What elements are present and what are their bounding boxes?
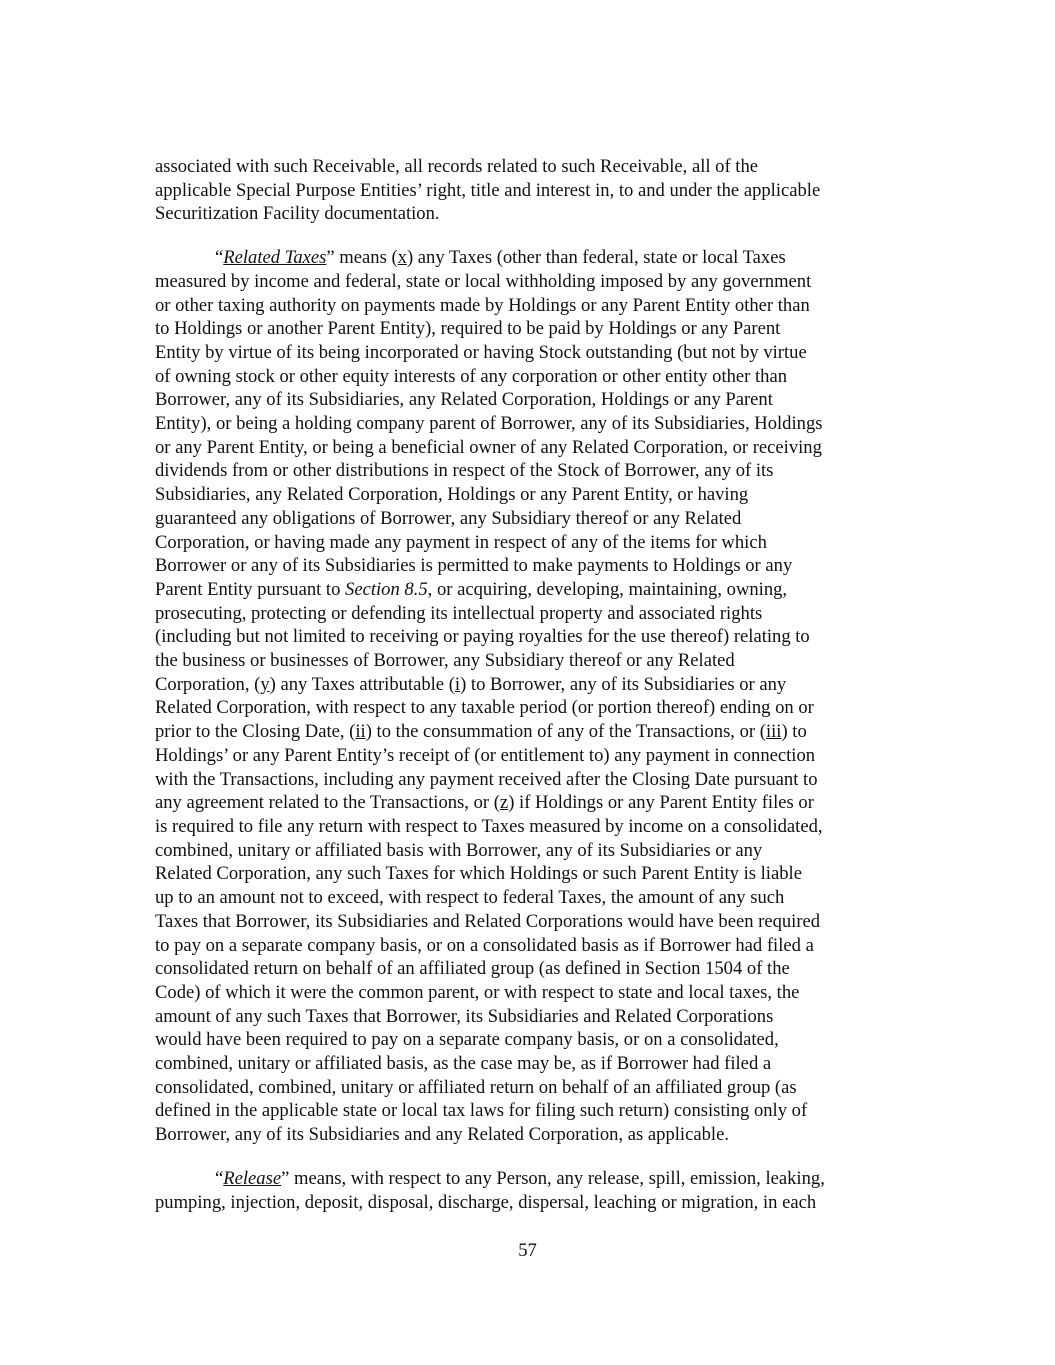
text-line: “Release” means, with respect to any Person, any release, spill, emission, leaking, — [215, 1167, 825, 1189]
definition-related-taxes — [155, 246, 903, 1147]
text-line: Taxes that Borrower, its Subsidiaries and Related Corporations would have been required — [155, 910, 821, 932]
text-line: prior to the Closing Date, (ii) to the consummation of any of the Transactions, or (iii) to — [155, 721, 807, 743]
text-line: with the Transactions, including any payment received after the Closing Date pursuant to — [155, 768, 818, 790]
text-line: defined in the applicable state or local tax laws for filing such return) consisting only of — [155, 1100, 808, 1122]
page-number: 57 — [518, 1240, 537, 1261]
text-line: applicable Special Purpose Entities’ right, title and interest in, to and under the applicable — [155, 179, 821, 201]
text-line: guaranteed any obligations of Borrower, any Subsidiary thereof or any Related — [155, 507, 742, 529]
text-line: Borrower, any of its Subsidiaries, any Related Corporation, Holdings or any Parent — [155, 389, 773, 411]
text-line: Entity by virtue of its being incorporated or having Stock outstanding (but not by virtue — [155, 341, 807, 363]
text-line: of owning stock or other equity interests of any corporation or other entity other than — [155, 365, 788, 387]
text-line: up to an amount not to exceed, with respect to federal Taxes, the amount of any such — [155, 887, 785, 909]
text-line: Holdings’ or any Parent Entity’s receipt of (or entitlement to) any payment in connection — [155, 744, 816, 766]
clause-marker: i — [454, 673, 461, 695]
text-line: Borrower or any of its Subsidiaries is permitted to make payments to Holdings or any — [155, 555, 793, 577]
text-line: would have been required to pay on a separate company basis, or on a consolidated, — [155, 1029, 779, 1051]
text-line: any agreement related to the Transactions, or (z) if Holdings or any Parent Entity files or — [155, 792, 814, 814]
text-line: Corporation, or having made any payment in respect of any of the items for which — [155, 531, 767, 553]
text-line: Related Corporation, any such Taxes for which Holdings or such Parent Entity is liable — [155, 863, 802, 885]
defined-term: Release — [223, 1167, 282, 1189]
text-line: consolidated return on behalf of an affiliated group (as defined in Section 1504 of the — [155, 958, 790, 980]
text-line: dividends from or other distributions in respect of the Stock of Borrower, any of its — [155, 460, 774, 482]
clause-marker: y — [260, 673, 270, 695]
defined-term: Related Taxes — [223, 247, 327, 269]
text-line: prosecuting, protecting or defending its intellectual property and associated rights — [155, 602, 763, 624]
text-line: “Related Taxes” means (x) any Taxes (other than federal, state or local Taxes — [215, 247, 786, 269]
document-body — [155, 155, 903, 1214]
text-line: consolidated, combined, unitary or affiliated return on behalf of an affiliated group (as — [155, 1076, 797, 1098]
text-line: Parent Entity pursuant to Section 8.5, or acquiring, developing, maintaining, owning, — [155, 578, 788, 600]
text-line: associated with such Receivable, all records related to such Receivable, all of the — [155, 156, 759, 177]
text-line: to Holdings or another Parent Entity), required to be paid by Holdings or any Parent — [155, 318, 781, 340]
section-reference: Section 8.5 — [345, 578, 428, 600]
text-line: Borrower, any of its Subsidiaries and any Related Corporation, as applicable. — [155, 1124, 729, 1146]
clause-marker: ii — [355, 721, 366, 743]
text-line: is required to file any return with respect to Taxes measured by income on a consolidated, — [155, 815, 823, 837]
text-line: Related Corporation, with respect to any taxable period (or portion thereof) ending on or — [155, 697, 814, 719]
text-line: (including but not limited to receiving or paying royalties for the use thereof) relating to — [155, 626, 810, 648]
text-line: combined, unitary or affiliated basis with Borrower, any of its Subsidiaries or any — [155, 839, 763, 861]
definition-release — [155, 1167, 903, 1214]
text-line: Entity), or being a holding company parent of Borrower, any of its Subsidiaries, Holdings — [155, 413, 823, 435]
text-line: amount of any such Taxes that Borrower, its Subsidiaries and Related Corporations — [155, 1005, 774, 1027]
text-line: pumping, injection, deposit, disposal, discharge, dispersal, leaching or migration, in each — [155, 1191, 817, 1213]
text-line: the business or businesses of Borrower, any Subsidiary thereof or any Related — [155, 650, 735, 672]
text-line: to pay on a separate company basis, or on a consolidated basis as if Borrower had filed a — [155, 934, 814, 956]
paragraph-continuation — [155, 155, 903, 226]
text-line: Corporation, (y) any Taxes attributable (i) to Borrower, any of its Subsidiaries or any — [155, 673, 787, 695]
clause-marker: z — [499, 792, 509, 814]
text-line: measured by income and federal, state or local withholding imposed by any government — [155, 270, 812, 292]
text-line: combined, unitary or affiliated basis, as the case may be, as if Borrower had filed a — [155, 1053, 772, 1075]
text-line: Subsidiaries, any Related Corporation, Holdings or any Parent Entity, or having — [155, 484, 749, 506]
text-line: or any Parent Entity, or being a beneficial owner of any Related Corporation, or receiving — [155, 436, 822, 458]
text-line: Securitization Facility documentation. — [155, 203, 440, 225]
text-line: Code) of which it were the common parent, or with respect to state and local taxes, the — [155, 981, 800, 1003]
clause-marker: iii — [765, 721, 782, 743]
clause-marker: x — [397, 247, 407, 269]
text-line: or other taxing authority on payments made by Holdings or any Parent Entity other than — [155, 294, 810, 316]
